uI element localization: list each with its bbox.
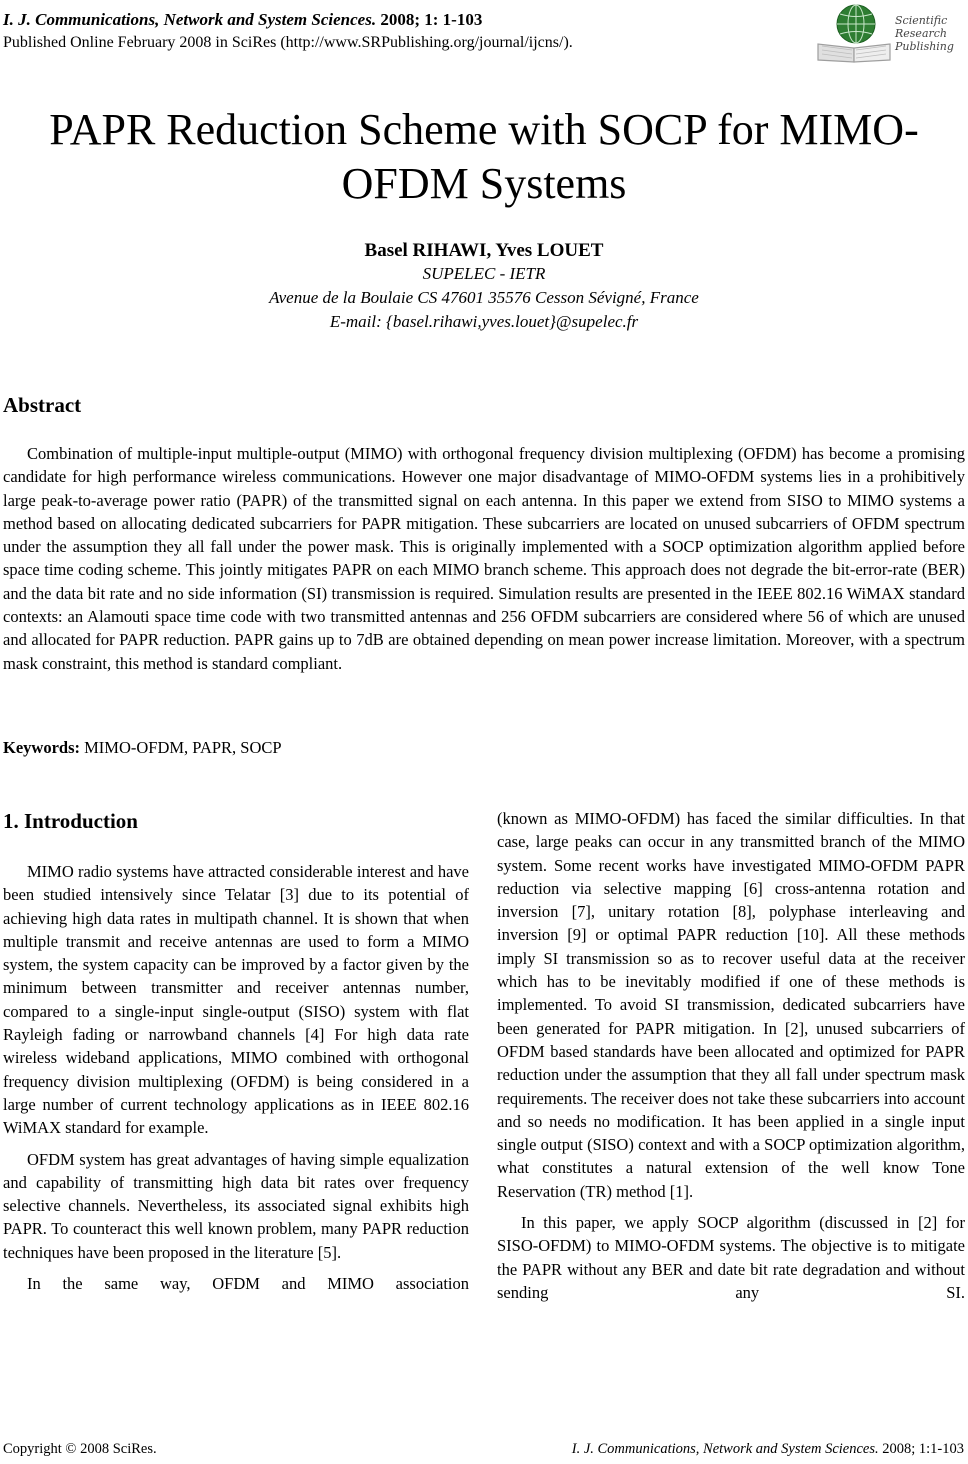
publisher-name-line: Research xyxy=(895,27,948,40)
affiliation: SUPELEC - IETR xyxy=(422,264,546,283)
journal-header xyxy=(3,8,783,54)
body-paragraph: OFDM system has great advantages of having simple equalization and capability of transmitting high data bit rates over frequency selective channels. Nevertheless, its associated signal exhibits high PAPR. To counteract this well known problem, many PAPR reduction techniques have been proposed in the literature [5]. xyxy=(3,1149,469,1262)
keywords xyxy=(3,736,282,759)
postal-address: Avenue de la Boulaie CS 47601 35576 Cesson Sévigné, France xyxy=(269,288,699,307)
footer-journal-name: I. J. Communications, Network and System Sciences. xyxy=(571,1441,879,1457)
author-list: Basel RIHAWI, Yves LOUET xyxy=(364,240,604,261)
keywords-label: Keywords: xyxy=(3,738,80,757)
footer-pages: 2008; 1:1-103 xyxy=(878,1441,964,1457)
paper-title-text: PAPR Reduction Scheme with SOCP for MIMO-OFDM Systems xyxy=(49,105,919,208)
footer-citation xyxy=(572,1440,964,1458)
journal-citation xyxy=(3,8,783,32)
keywords-value: MIMO-OFDM, PAPR, SOCP xyxy=(80,738,282,757)
abstract-heading: Abstract xyxy=(3,393,82,417)
publisher-name-line: Scientific xyxy=(895,14,948,27)
publisher-logo xyxy=(816,0,964,64)
journal-name: I. J. Communications, Network and System Sciences. xyxy=(3,10,377,29)
body-paragraph: MIMO radio systems have attracted considerable interest and have been studied intensively since Telatar [3] due to its potential of achieving high data rates in multipath channel. It is shown that when multiple transmit and receive antennas are used to form a MIMO system, the system capacity can be improved by a factor given by the minimum between transmitter and receiver antennas number, compared to a single-input single-output (SISO) system with flat Rayleigh fading or narrowband channels [4] For high data rate wireless wideband applications, MIMO combined with orthogonal frequency division multiplexing (OFDM) is being considered in a large number of current technology applications as in IEEE 802.16 WiMAX standard for example. xyxy=(3,862,469,1138)
copyright-notice: Copyright © 2008 SciRes. xyxy=(3,1441,157,1457)
journal-volume: 2008; 1: 1-103 xyxy=(376,10,483,29)
publication-info: Published Online February 2008 in SciRes (http://www.SRPublishing.org/journal/ijcns/). xyxy=(3,34,573,51)
email-address: E-mail: {basel.rihawi,yves.louet}@supelec.fr xyxy=(329,312,639,331)
publisher-name-line: Publishing xyxy=(895,40,954,53)
introduction-heading: 1. Introduction xyxy=(3,809,138,833)
publisher-name xyxy=(895,14,954,53)
body-paragraph: In this paper, we apply SOCP algorithm (discussed in [2] for SISO-OFDM) to MIMO-OFDM systems. The objective is to mitigate the PAPR without any BER and date bit rate degradation and without sending any SI. xyxy=(497,1213,965,1302)
paper-title xyxy=(0,103,968,211)
right-column xyxy=(497,807,965,1312)
body-paragraph: In the same way, OFDM and MIMO association xyxy=(27,1274,469,1294)
abstract-text: Combination of multiple-input multiple-output (MIMO) with orthogonal frequency division multiplexing (OFDM) has become a promising candidate for high performance wireless communications. However one major disadvantage of MIMO-OFDM systems lies in a prohibitively large peak-to-average power ratio (PAPR) of the transmitted signal on each antenna. In this paper we extend from SISO to MIMO systems a method based on allocating dedicated subcarriers for PAPR mitigation. These subcarriers are located on unused subcarriers of OFDM spectrum under the assumption they all fall under the power mask. This is originally implemented with a SOCP optimization algorithm applied before space time coding scheme. This jointly mitigates PAPR on each MIMO branch scheme. This approach does not degrade the bit-error-rate (BER) and the data bit rate and no side information (SI) transmission is required. Simulation results are presented in the IEEE 802.16 WiMAX standard contexts: an Alamouti space time code with two transmitted antennas and 256 OFDM subcarriers are considered where 56 of which are unused and allocated for PAPR reduction. PAPR gains up to 7dB are obtained depending on mean power increase limitation. Moreover, with a spectrum mask constraint, this method is standard compliant. xyxy=(3,444,965,673)
globe-book-icon xyxy=(816,0,896,64)
body-paragraph: (known as MIMO-OFDM) has faced the similar difficulties. In that case, large peaks can occur in any transmitted branch of the MIMO system. Some recent works have investigated MIMO-OFDM PAPR reduction via selective mapping [6] cross-antenna rotation and inversion [7], unitary rotation [8], polyphase interleaving and inversion [9] or optimal PAPR reduction [10]. All these methods imply SI transmission so as to recover useful data at the receiver which has to be inevitably modified if one of these methods is implemented. To avoid SI transmission, dedicated subcarriers have been generated for PAPR mitigation. In [2], unused subcarriers of OFDM based standards have been allocated and optimized for PAPR reduction under the assumption that they all fall under spectrum mask requirements. The receiver does not take these subcarriers into account and so needs no modification. It has been applied in a single input single output (SISO) context and with a SOCP optimization algorithm, what constitutes a natural extension of the well know Tone Reservation (TR) method [1]. xyxy=(497,809,965,1201)
left-column xyxy=(3,860,469,1303)
